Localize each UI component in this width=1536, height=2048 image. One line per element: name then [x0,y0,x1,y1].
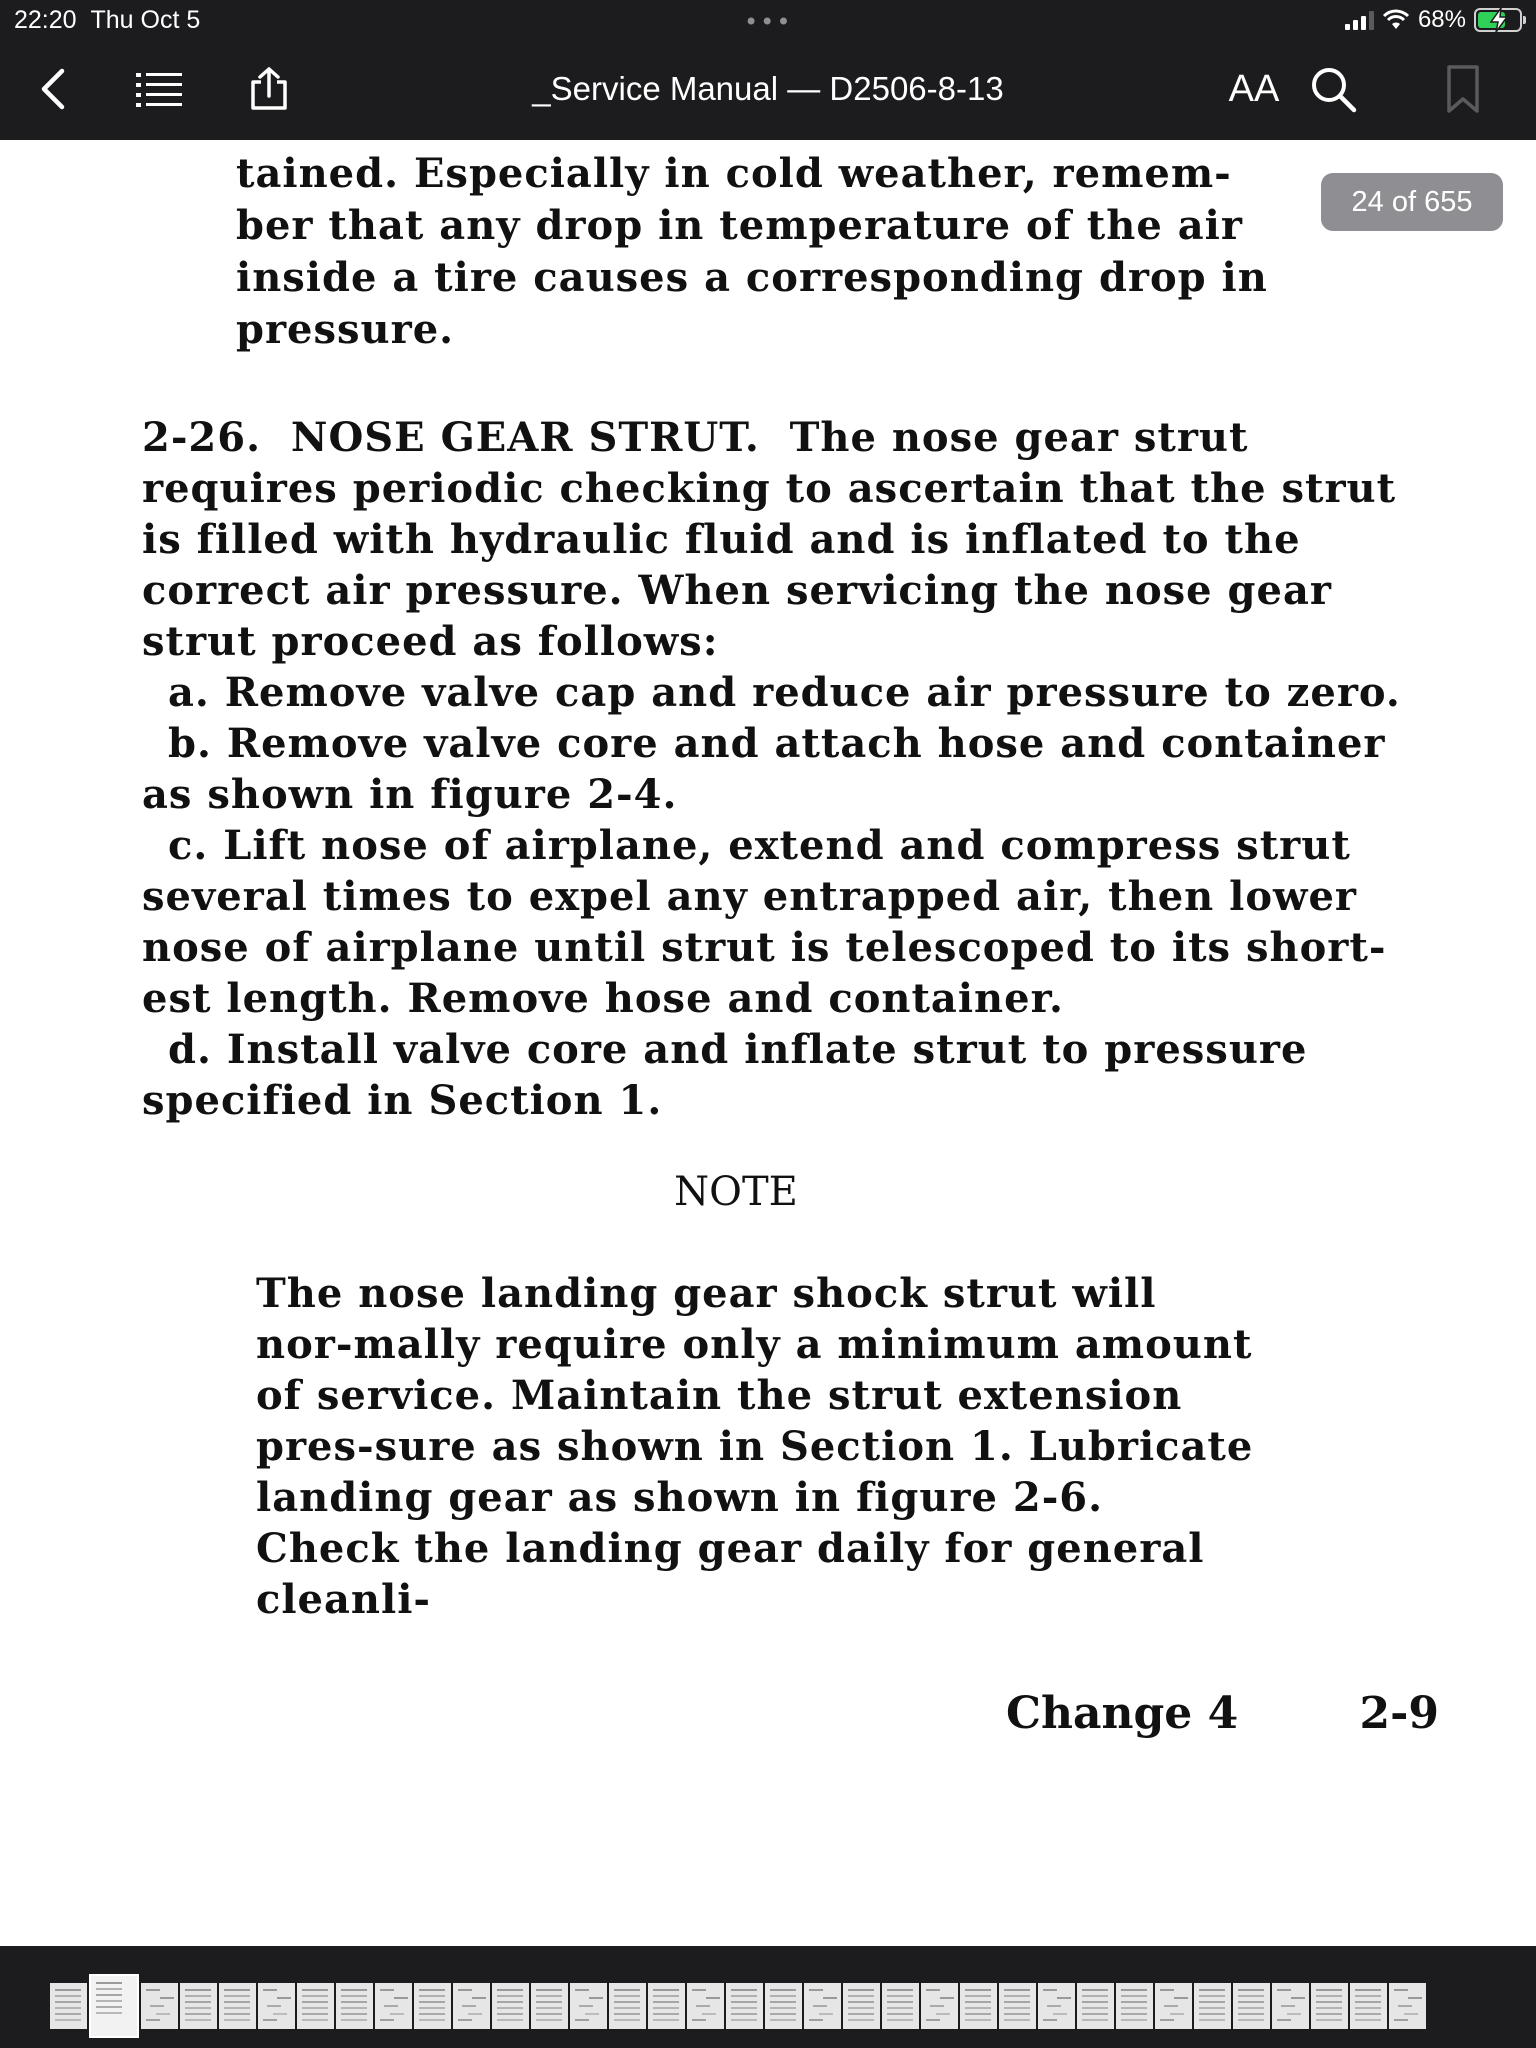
page-thumbnail[interactable] [1194,1983,1231,2029]
page-thumbnail[interactable] [648,1983,685,2029]
section-text: The nose gear strut requires periodic checking to ascertain that the strut is filled with hydraulic fluid and is inflated to the correct air pressure. When servicing the nose gear strut proceed as follows: [142,414,1397,665]
page-thumbnail[interactable] [804,1983,841,2029]
note-title: NOTE [674,1169,798,1215]
list-icon [134,69,184,109]
page-thumbnail[interactable] [1038,1983,1075,2029]
share-button[interactable] [242,62,296,116]
continued-line: tained. Especially in cold weather, remem- [236,150,1232,197]
printed-page-number: 2-9 [1359,1688,1440,1739]
section-2-26 [142,412,1410,667]
page-footer [1006,1688,1439,1739]
page-thumbnail[interactable] [921,1983,958,2029]
step-d: d. Install valve core and inflate strut to pressure specified in Section 1. [142,1026,1308,1124]
battery-icon [1474,8,1522,32]
thumbnail-strip[interactable] [50,1974,1426,2038]
battery-percent: 68% [1417,6,1466,33]
top-bar [0,0,1536,140]
step-b: b. Remove valve core and attach hose and container as shown in figure 2-4. [142,720,1386,818]
page-thumbnail[interactable] [960,1983,997,2029]
page-thumbnail[interactable] [1116,1983,1153,2029]
charging-bolt-icon [1488,7,1510,33]
page-thumbnail[interactable] [726,1983,763,2029]
continued-line: inside a tire causes a corresponding drop in [236,254,1268,301]
page-thumbnail[interactable] [141,1983,178,2029]
document-page[interactable] [0,140,1536,1946]
status-date: Thu Oct 5 [90,6,201,34]
page-thumbnail[interactable] [258,1983,295,2029]
search-icon [1309,65,1357,113]
page-thumbnail[interactable] [492,1983,529,2029]
page-thumbnail[interactable] [453,1983,490,2029]
page-thumbnail[interactable] [570,1983,607,2029]
page-thumbnail[interactable] [1233,1983,1270,2029]
search-button[interactable] [1306,62,1360,116]
page-thumbnail[interactable] [999,1983,1036,2029]
page-thumbnail[interactable] [1077,1983,1114,2029]
bookmark-button[interactable] [1436,62,1490,116]
step-a: a. Remove valve cap and reduce air pressure to zero. [168,669,1401,716]
status-time: 22:20 Thu Oct 5 [14,6,201,34]
document-title: _Service Manual — D2506-8-13 [532,70,1004,107]
page-thumbnail[interactable] [882,1983,919,2029]
page-thumbnail[interactable] [531,1983,568,2029]
page-thumbnail[interactable] [1311,1983,1348,2029]
back-button[interactable] [26,62,80,116]
share-icon [247,66,291,112]
text-size-button[interactable]: AA [1228,67,1280,110]
status-indicators [1345,6,1522,34]
page-indicator: 24 of 655 [1321,173,1503,231]
page-thumbnail[interactable] [180,1983,217,2029]
page-content [142,148,1410,1625]
page-thumbnail[interactable] [336,1983,373,2029]
current-page-thumbnail[interactable] [89,1974,139,2038]
note-body: The nose landing gear shock strut will nor-mally require only a minimum amount of service. Maintain the strut extension pres-sure as shown in Section 1. Lubricate landing gear as shown in figure 2-6. Check the landing gear daily for general cleanli- [256,1270,1254,1623]
page-thumbnail[interactable] [50,1983,87,2029]
page-thumbnail[interactable] [297,1983,334,2029]
page-thumbnail[interactable] [1272,1983,1309,2029]
section-number: 2-26. [142,414,262,461]
wifi-icon [1382,9,1410,31]
continued-line: ber that any drop in temperature of the air [236,202,1243,249]
section-heading: NOSE GEAR STRUT. [290,414,760,461]
continued-line: pressure. [236,306,455,353]
continued-paragraph [236,148,1410,356]
page-thumbnail[interactable] [765,1983,802,2029]
step-c: c. Lift nose of airplane, extend and compress strut several times to expel any entrapped air, then lower nose of airplane until strut is telescoped to its short-est length. Remove hose and container. [142,822,1387,1022]
cellular-signal-icon [1345,10,1374,30]
page-thumbnail[interactable] [609,1983,646,2029]
page-thumbnail[interactable] [219,1983,256,2029]
page-thumbnail[interactable] [687,1983,724,2029]
page-thumbnail[interactable] [843,1983,880,2029]
page-thumbnail[interactable] [1389,1983,1426,2029]
chevron-left-icon [38,67,68,111]
outline-list-button[interactable] [132,62,186,116]
page-thumbnail[interactable] [414,1983,451,2029]
thumbnail-scrubber[interactable] [0,1946,1536,2048]
change-number: Change 4 [1006,1688,1239,1739]
page-thumbnail[interactable] [1350,1983,1387,2029]
multitasking-dots[interactable]: ••• [744,8,793,36]
bookmark-icon [1445,64,1481,114]
page-thumbnail[interactable] [1155,1983,1192,2029]
page-thumbnail[interactable] [375,1983,412,2029]
